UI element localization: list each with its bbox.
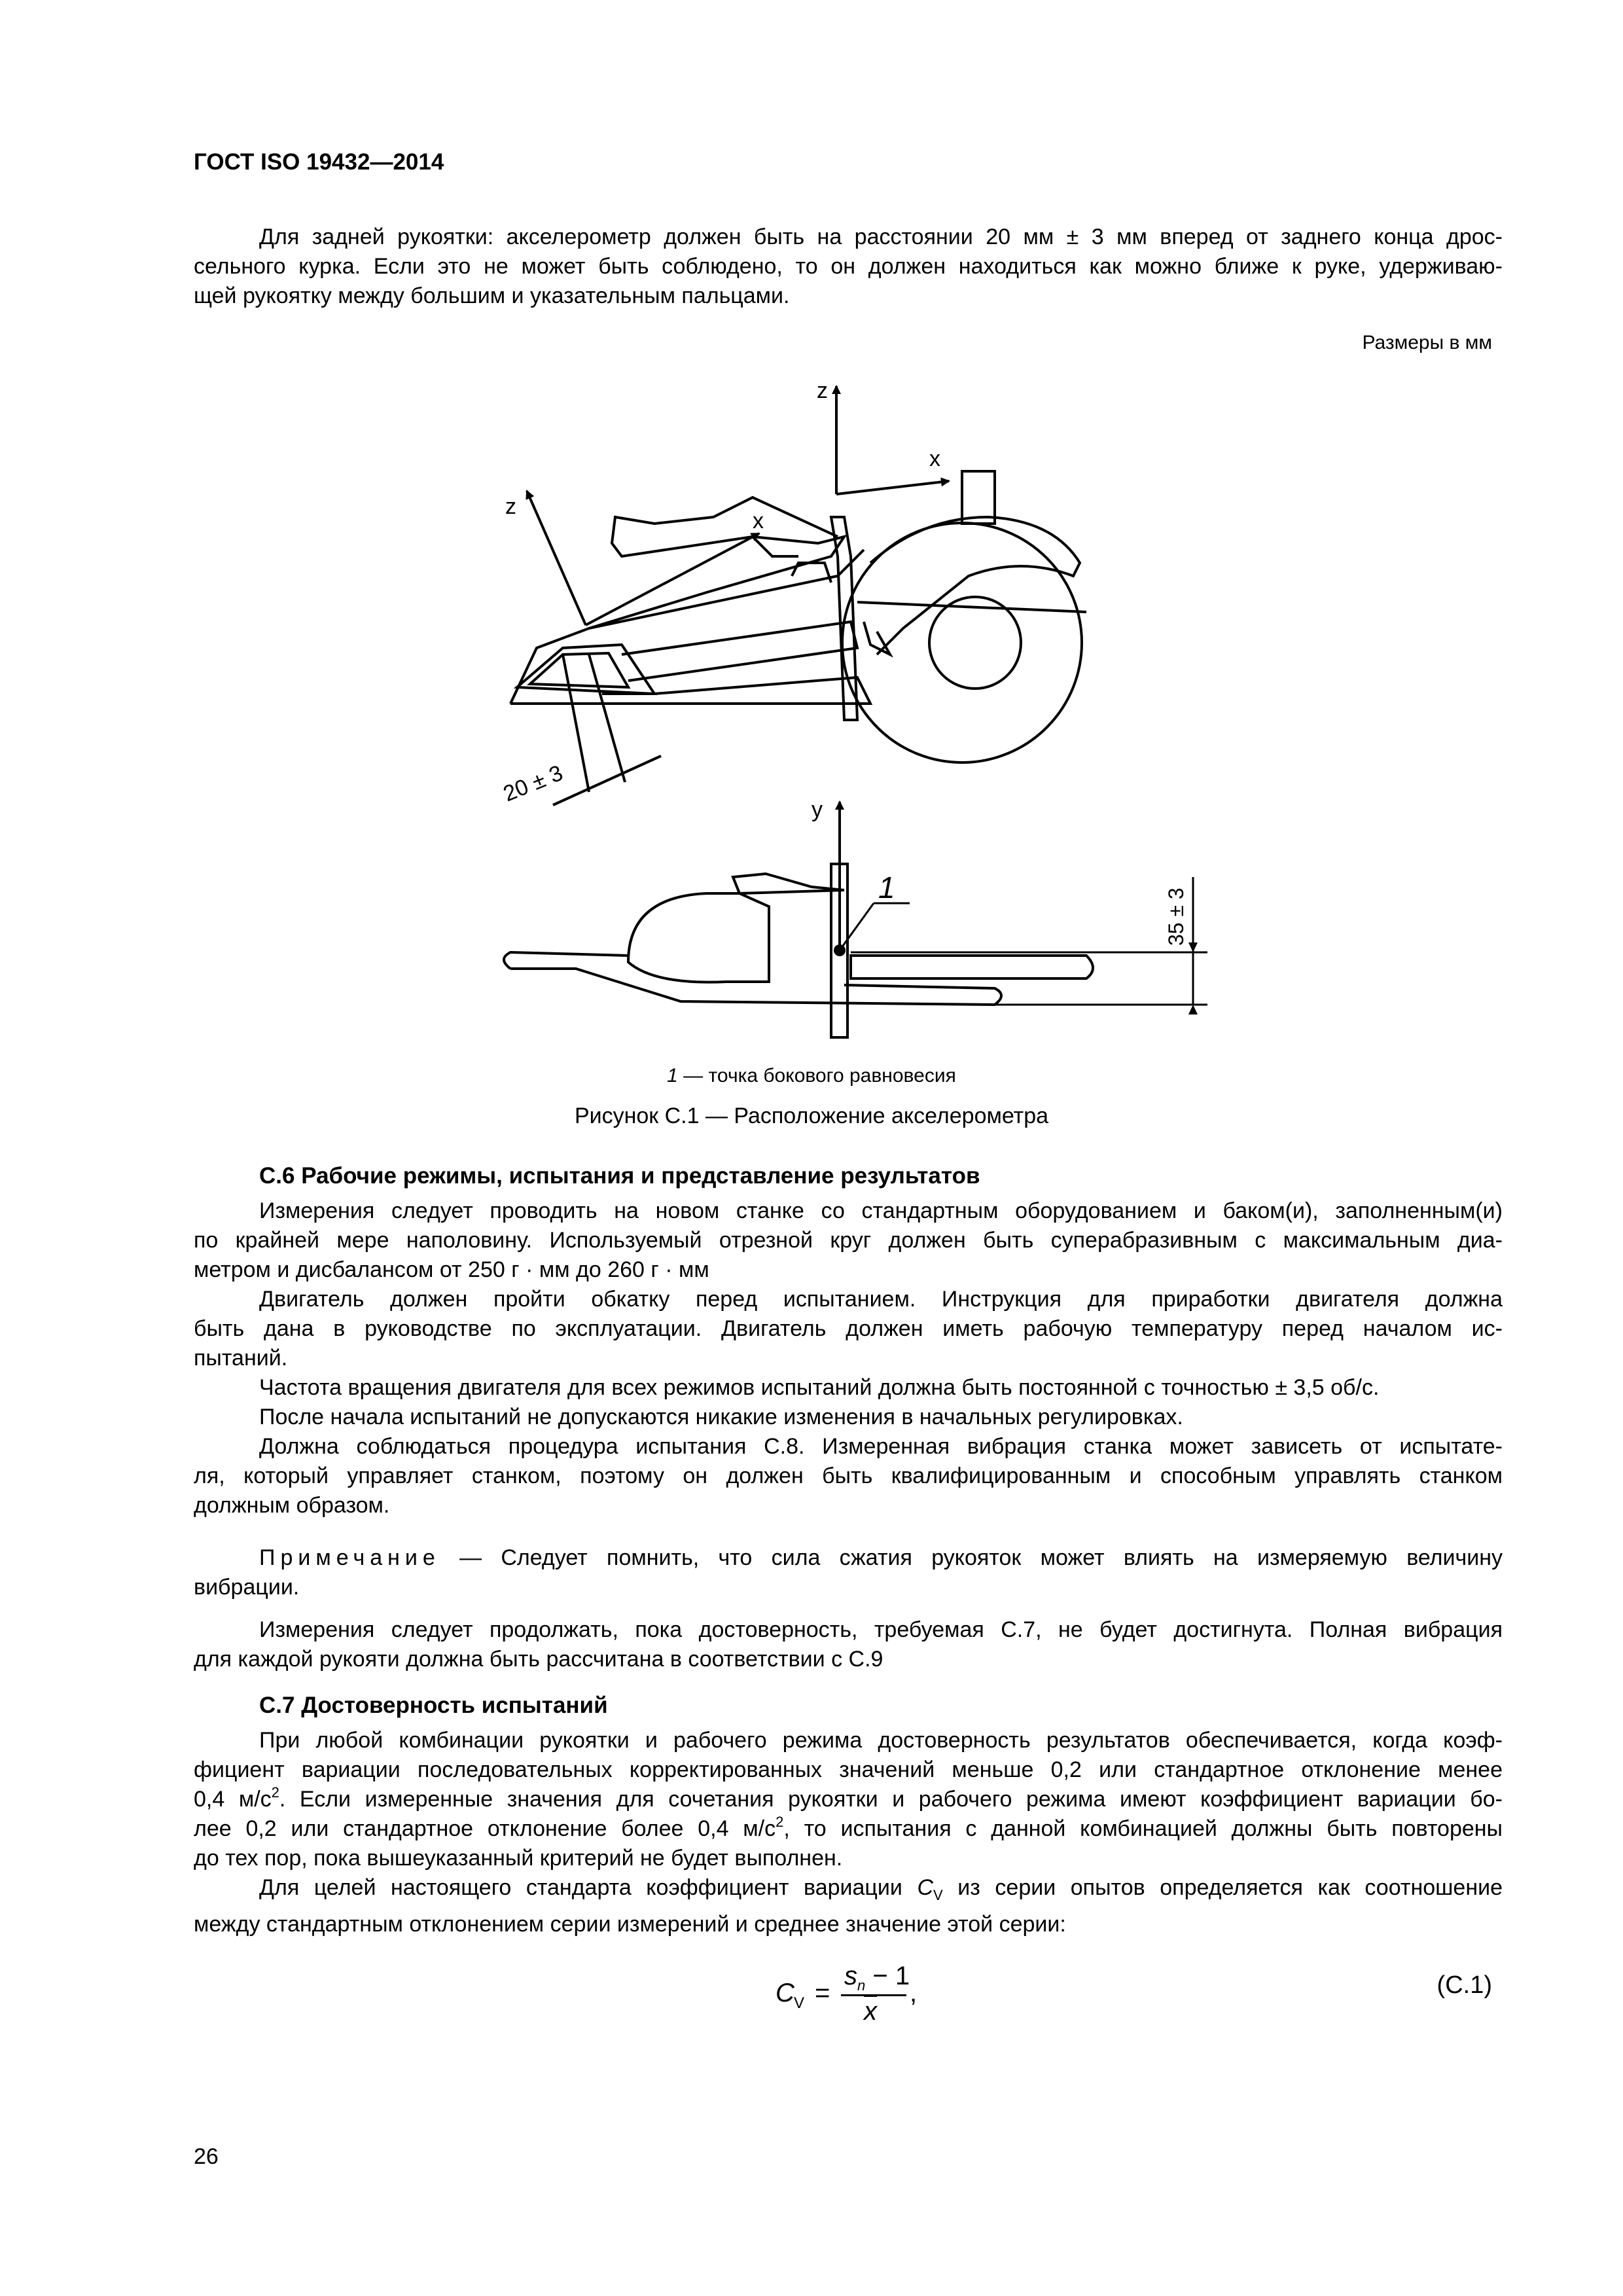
text-line: При любой комбинации рукоятки и рабочего режима достоверность результатов обеспечивается, когда коэф- [259, 1728, 1503, 1753]
equation-symbol: C [776, 1979, 794, 2007]
axis-label-z: z [505, 494, 516, 519]
cutoff-saw-top-view [504, 864, 1207, 1037]
figure-caption: Рисунок С.1 — Расположение акселерометра [574, 1103, 1049, 1128]
text-line: метром и дисбалансом от 250 г · мм до 260 г · мм [194, 1257, 709, 1282]
note-label: Примечание [259, 1545, 440, 1570]
text-fragment: лее 0,2 или стандартное отклонение более 0,4 м/с [194, 1816, 776, 1841]
text-line: Измерения следует продолжать, пока достоверность, требуемая С.7, не будет достигнута. Полная вибрация [259, 1617, 1503, 1642]
axis-label-z: z [817, 378, 828, 403]
text-line: Для задней рукоятки: акселерометр должен быть на расстоянии 20 мм ± 3 мм вперед от заднего конца дрос- [259, 224, 1503, 249]
dimensions-note: Размеры в мм [1362, 332, 1492, 353]
text-line: Двигатель должен пройти обкатку перед испытанием. Инструкция для приработки двигателя должна [259, 1287, 1503, 1312]
equation-symbol: s [844, 1962, 857, 1990]
equation-denominator: $\overline{x}$ [864, 1997, 877, 2026]
text-fragment: из серии опытов определяется как соотношение [942, 1875, 1503, 1900]
text-line: по крайней мере наполовину. Используемый отрезной круг должен быть суперабразивным с максимальным диа- [194, 1228, 1503, 1253]
text-fragment: 0,4 м/с [194, 1787, 272, 1812]
text-fragment: Для целей настоящего стандарта коэффициент вариации [259, 1875, 918, 1900]
text-line: щей рукоятку между большим и указательным пальцами. [194, 283, 790, 308]
equation-sign: = [815, 1979, 830, 2007]
fraction-bar [841, 1994, 906, 1996]
text-line: Должна соблюдаться процедура испытания С.8. Измеренная вибрация станка может зависеть от испытате- [259, 1434, 1503, 1459]
text-line: Измерения следует проводить на новом станке со стандартным оборудованием и баком(и), заполненным(и) [259, 1198, 1503, 1223]
figure-legend [0, 1065, 1623, 1087]
equation-subscript: V [794, 1994, 805, 2012]
text-line: пытаний. [194, 1346, 288, 1371]
paragraph [194, 1726, 1503, 1939]
axis-label-x: x [753, 509, 764, 533]
point-label: 1 [878, 870, 895, 905]
note [194, 1543, 1503, 1602]
axis-label-x: x [929, 446, 940, 471]
text-line: фициент вариации последовательных корректированных значений меньше 0,2 или стандартное отклонение менее [194, 1757, 1503, 1782]
equation-subscript: n [857, 1977, 866, 1994]
text-line [194, 1873, 1503, 1910]
section-heading: С.7 Достоверность испытаний [259, 1693, 608, 1718]
text-line: для каждой рукояти должна быть рассчитана в соответствии с С.9 [194, 1647, 883, 1672]
text-line: до тех пор, пока вышеуказанный критерий не будет выполнен. [194, 1846, 843, 1871]
text-line: Частота вращения двигателя для всех режимов испытаний должна быть постоянной с точностью ± 3,5 об/с. [259, 1375, 1380, 1400]
superscript: 2 [271, 1784, 279, 1801]
text-line: должным образом. [194, 1493, 390, 1518]
superscript: 2 [776, 1814, 784, 1830]
text-line [194, 1814, 1503, 1844]
paragraph [194, 1615, 1503, 1674]
subscript: V [933, 1886, 943, 1903]
page-number: 26 [194, 2144, 219, 2169]
text-line: сельного курка. Если это не может быть соблюдено, то он должен находиться как можно ближе к руке, удерживаю- [194, 254, 1503, 279]
cutoff-saw-side-view [510, 471, 1086, 762]
section-heading: С.6 Рабочие режимы, испытания и представление результатов [259, 1163, 980, 1189]
symbol: C [917, 1875, 934, 1900]
text-line: После начала испытаний не допускаются никакие изменения в начальных регулировках. [259, 1405, 1183, 1429]
equation-comma: , [910, 1979, 918, 2007]
text-line: быть дана в руководстве по эксплуатации. Двигатель должен иметь рабочую температуру перед началом ис- [194, 1316, 1503, 1341]
paragraph [194, 1196, 1503, 1520]
dimension-label: 35 ± 3 [1164, 888, 1188, 946]
equation-text: − 1 [865, 1962, 910, 1990]
dimension-label: 20 ± 3 [499, 760, 567, 807]
text-line [194, 1785, 1503, 1814]
axis-label-y: y [812, 797, 823, 822]
legend-number: 1 [667, 1065, 678, 1086]
text-line: вибрации. [194, 1575, 300, 1600]
text-fragment: . Если измеренные значения для сочетания рукоятки и рабочего режима имеют коэффициент вариации бо- [279, 1787, 1503, 1812]
text-fragment: , то испытания с данной комбинацией должны быть повторены [783, 1816, 1503, 1841]
equation [776, 1962, 926, 2039]
text-line: между стандартным отклонением серии измерений и среднее значение этой серии: [194, 1911, 1066, 1937]
note-text: — Следует помнить, что сила сжатия рукояток может влиять на измеряемую величину [440, 1545, 1503, 1570]
equation-numerator [844, 1962, 910, 1994]
document-header: ГОСТ ISO 19432—2014 [194, 149, 444, 175]
accelerometer-figure [0, 0, 1623, 1060]
text-line [194, 1543, 1503, 1573]
legend-text: — точка бокового равновесия [677, 1065, 956, 1086]
equation-number: (С.1) [1436, 1971, 1492, 1999]
upper-axes [527, 386, 949, 805]
text-line: ля, который управляет станком, поэтому он должен быть квалифицированным и способным управлять станком [194, 1463, 1503, 1488]
